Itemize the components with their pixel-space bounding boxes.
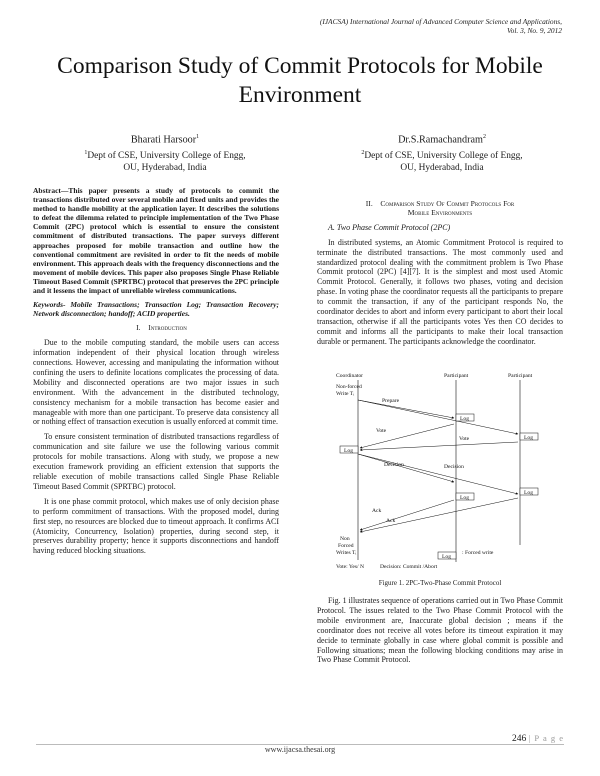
ack-label: Ack <box>372 508 382 514</box>
log-label: Log <box>460 416 470 422</box>
legend-forced-write: : Forced write <box>462 550 494 556</box>
right-column-bottom <box>317 596 563 670</box>
figure-2pc-diagram <box>336 370 556 574</box>
prepare-arrow-1 <box>358 400 454 418</box>
section-heading-comparison: II. Comparison Study Of Commit Protocols For Mobile Environments <box>365 199 515 218</box>
decision-label: Decision <box>384 462 404 468</box>
author-name: Bharati Harsoor$^1$ <box>130 134 200 146</box>
log-label: Log <box>344 448 354 454</box>
abstract: Abstract—This paper presents a study of protocols to commit the transactions distributed over several mobile and fixed units and provides the method to handle mobility at the application layer. It describes the solutions to defeat the dilemma related to principle implementation of the Two Phase Commit (2PC) protocol which is essential to ensure the consistent commitment of distributed transactions. The paper surveys different approaches proposed for mobile transaction and outline how the conventional commitment are revisited in order to fit the needs of mobile environment. This approach deals with the frequency disconnections and the movement of mobile devices. This paper also proposes Single Phase Reliable Timeout Based Commit (SPRTBC) protocol that preserves the 2PC principle and it lessens the impact of unreliable wireless communications. <box>33 186 279 296</box>
journal-name: (IJACSA) International Journal of Advanced Computer Science and Applications, <box>319 17 562 26</box>
legend-vote: Vote: Yes/ N <box>336 564 365 570</box>
writes-ti-label: Writes Tᵢ <box>336 550 357 556</box>
nonforced-label: Non-forced <box>336 384 362 390</box>
paper-title: Comparison Study of Commit Protocols for Mobile Environment <box>57 53 543 108</box>
log-label: Log <box>524 490 534 496</box>
author-block-1 <box>50 132 280 174</box>
prepare-label: Prepare <box>382 398 400 404</box>
section2-paragraph-1: In distributed systems, an Atomic Commitment Protocol is required to terminate the distributed transactions. The most commonly used and standardized protocol dealing with the commitment problem is Two Phase Commit protocol (2PC) [4][7]. It is the simplest and most used Atomic Commit Protocol. Generally, it follows two phases, voting and decision phase. In voting phase the coordinator requests all the participants to prepare to commit the transaction, if any of the participant responds No, the coordinator decides to abort and inform every participant to abort their local transaction, otherwise if all the participants votes Yes then CO decides to commit and informs all the participants to make their local transaction durable or permanent. The participants acknowledge the coordinator. <box>317 237 563 346</box>
participant-label-1: Participant <box>444 373 469 379</box>
vote-arrow-1 <box>360 424 454 448</box>
author-affiliation: $^1$Dept of CSE, University College of Engg, <box>84 149 246 162</box>
forced-label: Forced <box>338 543 354 549</box>
author-name: Dr.S.Ramachandram$^2$ <box>398 134 486 146</box>
non-label: Non <box>340 536 350 542</box>
section-heading-introduction: I. Introduction <box>136 323 187 333</box>
log-label: Log <box>442 554 452 560</box>
log-label: Log <box>524 435 534 441</box>
intro-paragraph-1: Due to the mobile computing standard, the mobile users can access information independent of their physical location through wireless connections. However, accessing and manipulating the information without confining the users to definite locations complicates the processing of data. Mobility and disconnected operations are two major issues in such environment. With the advancement in the distributed technology, consistency mechanism for a mobile transaction has become easier and manageable with more than one participant. To preserve data consistency all or nothing effect of transaction execution is usually enforced at commit time. <box>33 338 279 427</box>
legend-decision: Decision: Commit /Abort <box>380 564 438 570</box>
running-header <box>320 17 562 35</box>
figure-caption: Figure 1. 2PC-Two-Phase Commit Protocol <box>378 579 502 587</box>
journal-volume: Vol. 3, No. 9, 2012 <box>506 26 562 36</box>
decision-label: Decision <box>444 464 464 470</box>
intro-paragraph-3: It is one phase commit protocol, which makes use of only decision phase to perform commitment of transactions. With the proposed model, during first step, no resources are blocked due to timeout approach. It confirms ACI (Atomicity, Concurrency, Isolation) properties, during second step, it preserves durability property; hence it supports disconnections and handoff having reduced blocking situations. <box>33 496 279 556</box>
right-column <box>317 199 563 352</box>
left-column <box>33 186 279 561</box>
ack-label: Ack <box>386 518 396 524</box>
author-city: OU, Hyderabad, India <box>400 162 484 173</box>
ack-arrow-2 <box>360 498 518 532</box>
page-number: 246 | P a g e <box>511 733 564 744</box>
decision-arrow-1 <box>358 454 454 482</box>
section2-paragraph-2: Fig. 1 illustrates sequence of operations carried out in Two Phase Commit Protocol. The issues related to the Two Phase Commit Protocol with the mobile environment are, Inaccurate global decision ; means if the coordinator does not receive all votes before its timeout expiration it may decide to terminate globally in case where global commit is possible and Following situations; mean the following blocking conditions may arise in Two Phase Commit Protocol. <box>317 596 563 665</box>
coordinator-label: Coordinator <box>336 373 364 379</box>
author-block-2 <box>327 132 557 174</box>
author-affiliation: $^2$Dept of CSE, University College of Engg, <box>361 149 523 162</box>
decision-arrow-2 <box>358 454 518 494</box>
participant-label-2: Participant <box>508 373 533 379</box>
intro-paragraph-2: To ensure consistent termination of distributed transactions regardless of communication and site failure we use the following various commit protocols for mobile transactions. Along with study, we propose a new execution framework providing an efficient extension that supports the reliable execution of mobile transactions called Single Phase Reliable Timeout Based Commit (SPRTBC) protocol. <box>33 432 279 491</box>
subsection-heading-2pc: A. Two Phase Commit Protocol (2PC) <box>328 222 451 232</box>
footer-url: www.ijacsa.thesai.org <box>264 745 336 754</box>
author-city: OU, Hyderabad, India <box>123 162 207 173</box>
vote-arrow-2 <box>360 442 518 450</box>
write-ti-label: Write Tᵢ <box>336 391 355 397</box>
vote-label: Vote <box>459 436 470 442</box>
keywords: Keywords- Mobile Transactions; Transaction Log; Transaction Recovery; Network disconnection; handoff; ACID properties. <box>33 300 279 319</box>
log-label: Log <box>460 495 470 501</box>
vote-label: Vote <box>376 428 387 434</box>
